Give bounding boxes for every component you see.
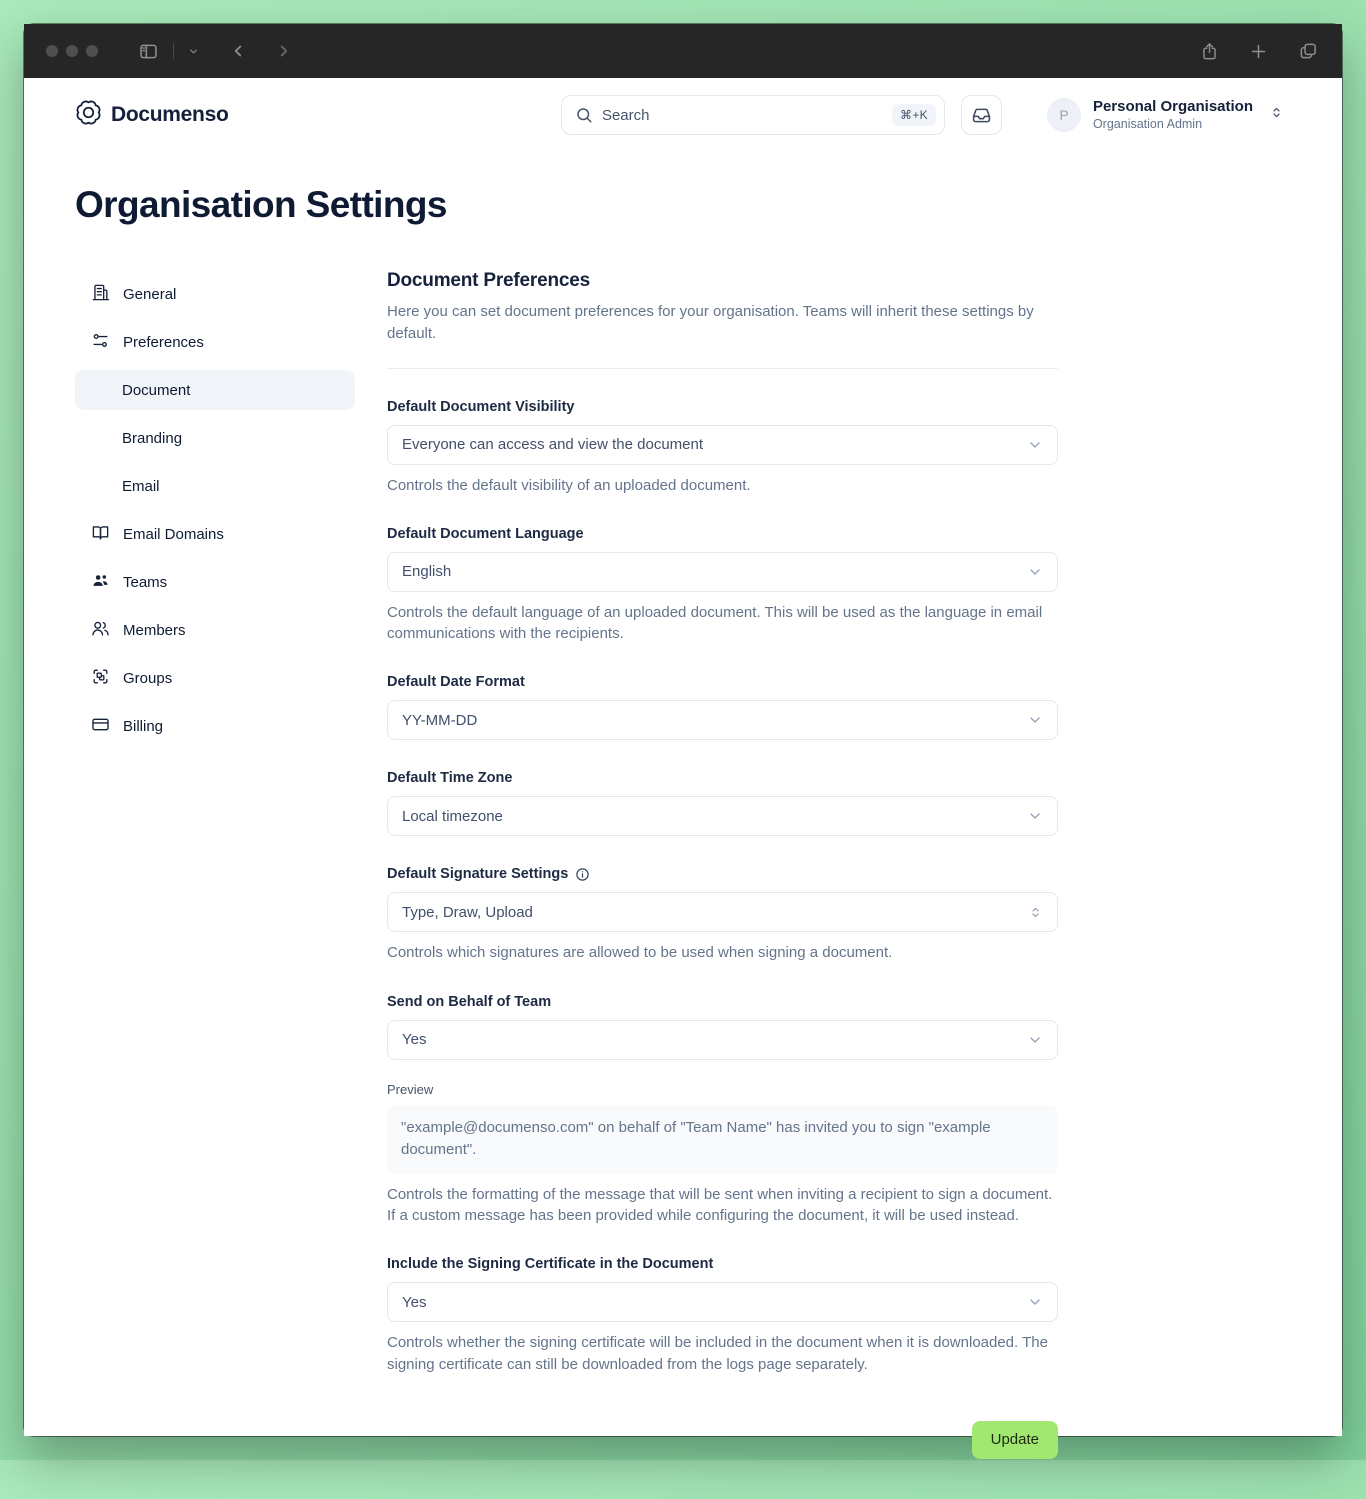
- documenso-seal-icon: [75, 99, 102, 131]
- account-name: Personal Organisation: [1092, 97, 1253, 115]
- field-default-document-visibility: [387, 399, 1058, 496]
- date-format-select[interactable]: [387, 700, 1058, 740]
- select-value: English: [402, 563, 452, 581]
- section-description: Here you can set document preferences for your organisation. Teams will inherit these settings by default.: [387, 303, 1034, 342]
- sidebar-item-members[interactable]: [75, 610, 355, 650]
- account-role: Organisation Admin: [1092, 116, 1203, 131]
- chrome-divider: [173, 43, 174, 59]
- document-preferences-panel: [387, 270, 1058, 1499]
- field-default-document-language: [387, 526, 1058, 645]
- browser-window: [24, 24, 1342, 1449]
- group-scan-icon: [91, 667, 110, 690]
- chevron-down-icon: [1027, 1294, 1043, 1310]
- field-help: Controls whether the signing certificate will be included in the document when it is downloaded. The signing certificate can still be downloaded from the logs page separately.: [387, 1334, 1048, 1373]
- search-input[interactable]: [561, 95, 945, 135]
- signature-settings-select[interactable]: [387, 892, 1058, 932]
- select-value: Type, Draw, Upload: [402, 903, 533, 921]
- chevron-down-icon: [1027, 712, 1043, 728]
- sidebar-item-email[interactable]: [75, 466, 355, 506]
- field-signing-certificate: [387, 1256, 1058, 1375]
- sidebar-item-label: Email Domains: [123, 525, 224, 543]
- select-value: Yes: [402, 1031, 427, 1049]
- book-open-icon: [91, 523, 110, 546]
- sidebar-item-email-domains[interactable]: [75, 514, 355, 554]
- select-value: Everyone can access and view the document: [402, 436, 704, 453]
- browser-titlebar: [24, 24, 1342, 78]
- sidebar-item-label: Document: [122, 381, 191, 399]
- documenso-logo[interactable]: [75, 99, 229, 131]
- signing-certificate-select[interactable]: [387, 1282, 1058, 1322]
- forward-icon[interactable]: [273, 40, 295, 62]
- chevron-down-icon[interactable]: [186, 44, 201, 59]
- field-send-on-behalf: [387, 994, 1058, 1227]
- field-label: Default Date Format: [387, 674, 525, 691]
- chevron-down-icon: [1027, 437, 1043, 453]
- sliders-icon: [91, 331, 110, 354]
- account-menu[interactable]: [1047, 98, 1284, 132]
- field-label: Send on Behalf of Team: [387, 993, 552, 1010]
- sidebar-item-label: Teams: [123, 573, 168, 591]
- chevron-down-icon: [1027, 1032, 1043, 1048]
- sidebar-item-branding[interactable]: [75, 418, 355, 458]
- sidebar-item-label: Members: [123, 621, 186, 639]
- field-label: Default Document Language: [387, 525, 584, 542]
- search-shortcut-badge: ⌘+K: [892, 104, 936, 126]
- update-button[interactable]: Update: [972, 1421, 1058, 1459]
- sidebar-item-teams[interactable]: [75, 562, 355, 602]
- search-placeholder: Search: [601, 106, 650, 124]
- field-label-text: Default Signature Settings: [387, 866, 569, 883]
- sidebar-item-document[interactable]: [75, 370, 355, 410]
- document-visibility-select[interactable]: [387, 425, 1058, 465]
- field-help: Controls which signatures are allowed to be used when signing a document.: [387, 944, 893, 962]
- document-language-select[interactable]: [387, 552, 1058, 592]
- sidebar-item-label: Billing: [123, 717, 164, 735]
- credit-card-icon: [91, 715, 110, 738]
- zoom-window-icon[interactable]: [86, 45, 98, 57]
- inbox-button[interactable]: [961, 95, 1002, 135]
- field-default-date-format: [387, 674, 1058, 740]
- select-value: YY-MM-DD: [402, 711, 478, 729]
- section-heading: Document Preferences: [387, 270, 590, 291]
- field-label: Default Document Visibility: [387, 398, 575, 415]
- select-value: Local timezone: [402, 807, 503, 825]
- settings-nav: [75, 270, 355, 1499]
- back-icon[interactable]: [227, 40, 249, 62]
- users-icon: [91, 619, 110, 642]
- app-page: [24, 78, 1342, 1449]
- account-selector-icon: [1269, 105, 1284, 125]
- chevron-down-icon: [1027, 808, 1043, 824]
- field-help: Controls the default language of an uploaded document. This will be used as the language in email communications with the recipients.: [387, 603, 1043, 643]
- sidebar-item-label: Branding: [122, 429, 183, 447]
- window-controls[interactable]: [46, 45, 98, 57]
- info-icon[interactable]: [575, 867, 590, 882]
- sidebar-item-general[interactable]: [75, 274, 355, 314]
- search-icon: [575, 106, 593, 124]
- tab-overview-icon[interactable]: [1296, 39, 1320, 63]
- share-icon[interactable]: [1198, 40, 1221, 63]
- field-label: Include the Signing Certificate in the Document: [387, 1256, 714, 1273]
- building-icon: [91, 283, 110, 306]
- send-on-behalf-select[interactable]: [387, 1020, 1058, 1060]
- field-default-signature-settings: [387, 866, 1058, 963]
- field-default-time-zone: [387, 770, 1058, 836]
- avatar: P: [1047, 98, 1081, 132]
- sidebar-item-label: Preferences: [123, 333, 204, 351]
- sidebar-item-billing[interactable]: [75, 706, 355, 746]
- time-zone-select[interactable]: [387, 796, 1058, 836]
- sidebar-item-groups[interactable]: [75, 658, 355, 698]
- field-help: Controls the formatting of the message that will be sent when inviting a recipient to sign a document. If a custom message has been provided while configuring the document, it will be used instead.: [387, 1185, 1053, 1224]
- field-label: [387, 866, 1058, 882]
- preview-message: "example@documenso.com" on behalf of "Team Name" has invited you to sign "example document".: [387, 1105, 1058, 1174]
- close-window-icon[interactable]: [46, 45, 58, 57]
- inbox-icon: [971, 105, 992, 126]
- app-header: [24, 78, 1342, 136]
- selector-icon: [1028, 905, 1043, 920]
- sidebar-toggle-icon[interactable]: [136, 39, 161, 64]
- new-tab-icon[interactable]: [1247, 40, 1270, 63]
- page-title: Organisation Settings: [75, 184, 447, 225]
- field-help: Controls the default visibility of an uploaded document.: [387, 476, 751, 494]
- preview-label: Preview: [387, 1081, 434, 1097]
- sidebar-item-preferences[interactable]: [75, 322, 355, 362]
- section-divider: [387, 368, 1058, 369]
- sidebar-item-label: Groups: [123, 669, 173, 687]
- sidebar-item-label: General: [123, 285, 177, 303]
- brand-name: Documenso: [111, 103, 229, 126]
- field-label: Default Time Zone: [387, 770, 513, 787]
- users-filled-icon: [91, 571, 110, 594]
- sidebar-item-label: Email: [122, 477, 160, 495]
- select-value: Yes: [402, 1293, 427, 1311]
- chevron-down-icon: [1027, 564, 1043, 580]
- minimize-window-icon[interactable]: [66, 45, 78, 57]
